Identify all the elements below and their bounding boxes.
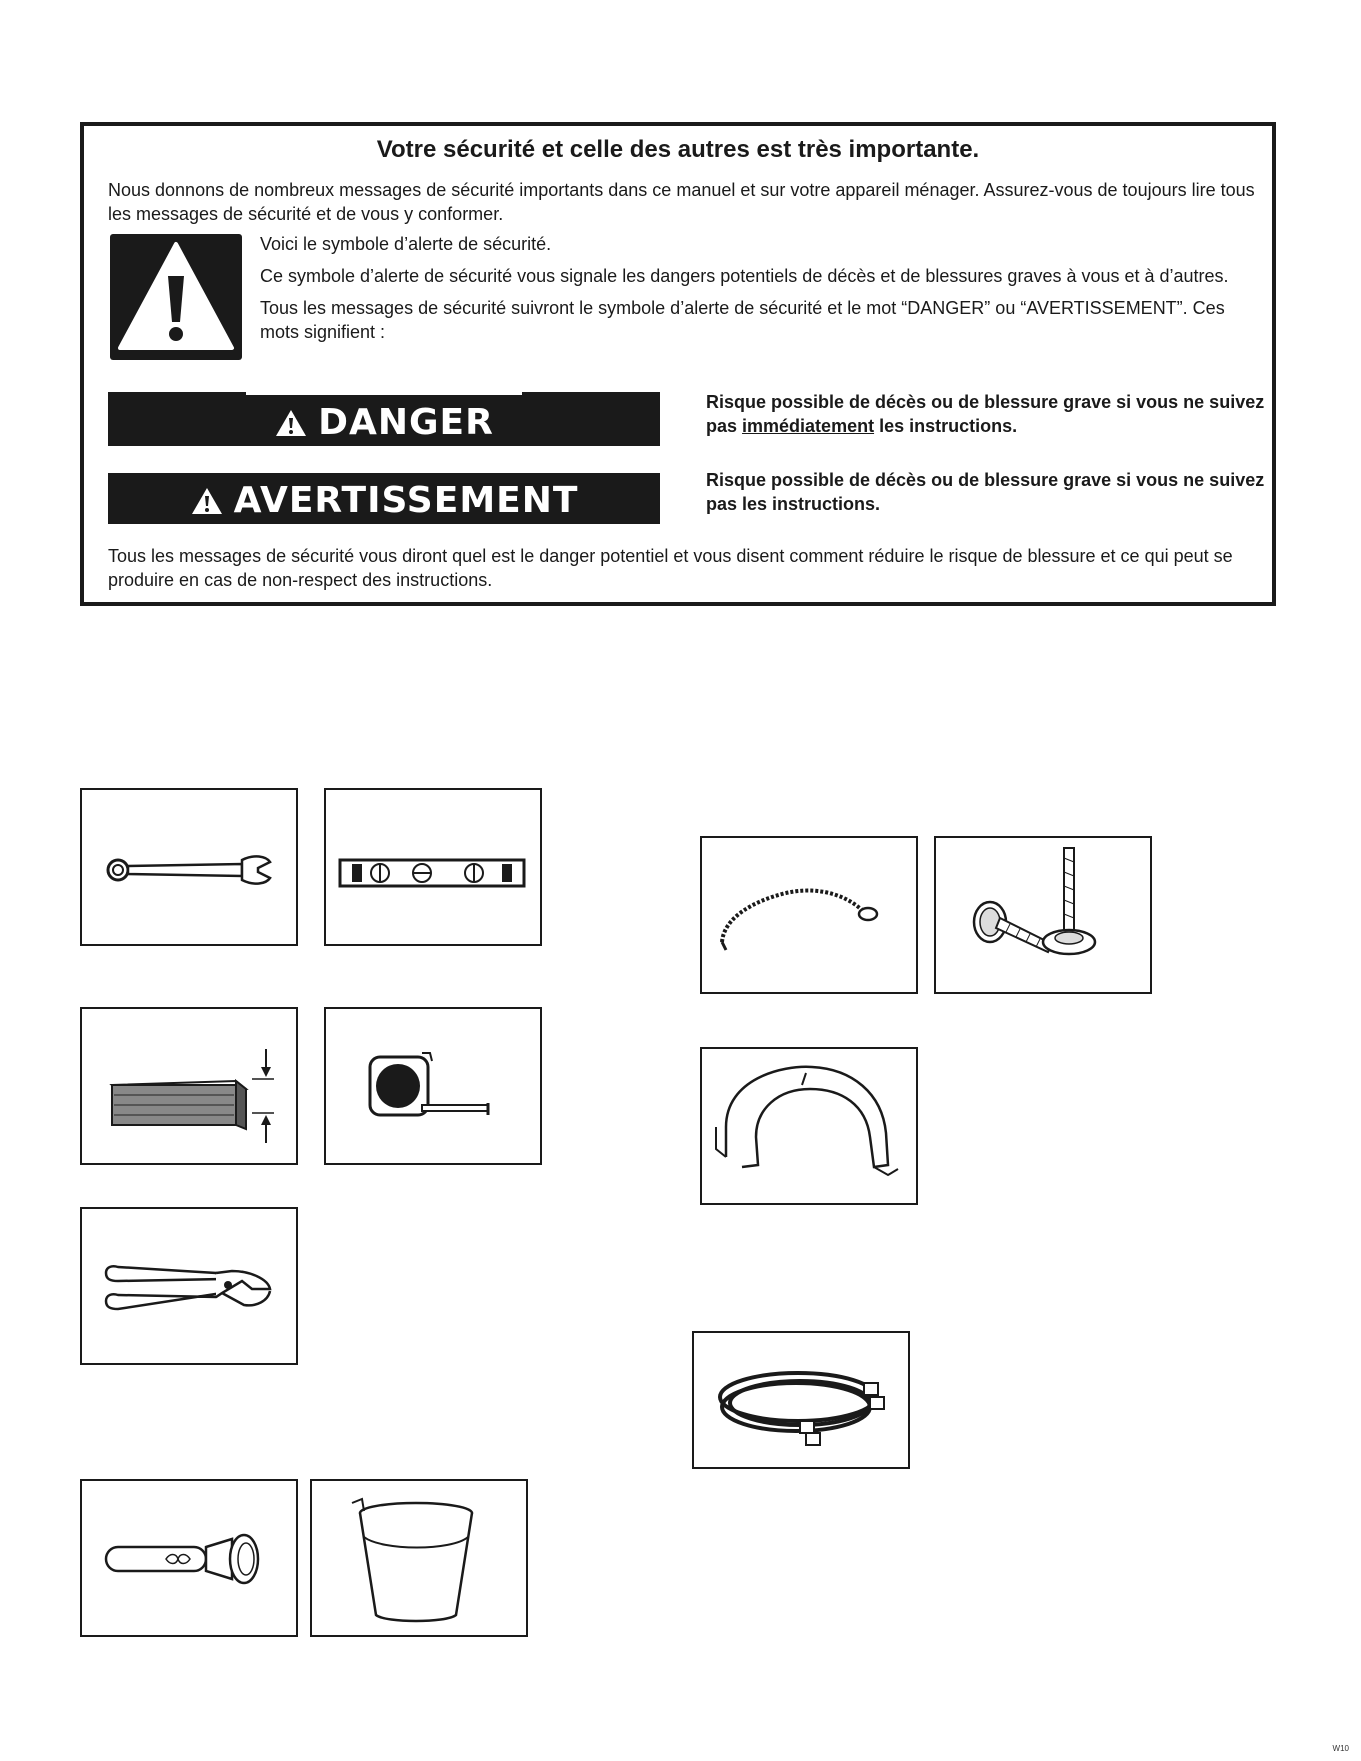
warning-word: AVERTISSEMENT	[233, 480, 579, 521]
warning-alert-icon	[190, 486, 224, 516]
inlet-hoses-icon	[694, 1333, 908, 1467]
pliers-icon	[82, 1209, 296, 1363]
leveling-feet-icon	[936, 838, 1150, 992]
bucket-icon	[312, 1481, 526, 1635]
page-marker: W10	[1332, 1744, 1349, 1753]
danger-word: DANGER	[318, 402, 494, 443]
wrench-icon	[82, 790, 296, 944]
symbol-line-3: Tous les messages de sécurité suivront le symbole d’alerte de sécurité et le mot “DANGER” ou “AVERTISSEMENT”. Ces mots signifient :	[260, 298, 1225, 342]
tape-measure-icon	[326, 1009, 540, 1163]
tool-flashlight	[80, 1479, 298, 1637]
part-leveling-feet	[934, 836, 1152, 994]
part-drain-hose-form	[700, 1047, 918, 1205]
tool-tape-measure	[324, 1007, 542, 1165]
safety-title: Votre sécurité et celle des autres est très importante.	[376, 136, 980, 163]
drain-hose-form-icon	[702, 1049, 916, 1203]
warning-triangle-icon	[110, 234, 242, 360]
safety-intro: Nous donnons de nombreux messages de sécurité importants dans ce manuel et sur votre appareil ménager. Assurez-vous de toujours lire tous les messages de sécurité et de vous y conformer.	[108, 180, 1255, 224]
tool-bucket	[310, 1479, 528, 1637]
danger-banner	[108, 392, 660, 446]
symbol-line-1: Voici le symbole d’alerte de sécurité.	[260, 234, 552, 254]
part-inlet-hoses	[692, 1331, 910, 1469]
part-cable-tie	[700, 836, 918, 994]
warning-banner	[108, 470, 660, 524]
tool-level	[324, 788, 542, 946]
flashlight-icon	[82, 1481, 296, 1635]
warning-description: Risque possible de décès ou de blessure grave si vous ne suivez pas les instructions.	[706, 470, 1265, 514]
cable-tie-icon	[702, 838, 916, 992]
danger-alert-icon	[274, 408, 308, 438]
danger-description: Risque possible de décès ou de blessure grave si vous ne suivez pas immédiatement les instructions.	[706, 392, 1265, 436]
tool-wrench	[80, 788, 298, 946]
symbol-explanation	[260, 232, 1240, 352]
symbol-line-2: Ce symbole d’alerte de sécurité vous signale les dangers potentiels de décès et de blessures graves à vous et à d’autres.	[260, 266, 1229, 286]
safety-alert-symbol	[110, 234, 242, 360]
tool-wood-block	[80, 1007, 298, 1165]
tool-pliers	[80, 1207, 298, 1365]
safety-outro: Tous les messages de sécurité vous diront quel est le danger potentiel et vous disent comment réduire le risque de blessure et ce qui peut se produire en cas de non-respect des instructions.	[108, 546, 1233, 590]
level-icon	[326, 790, 540, 944]
wood-block-icon	[82, 1009, 296, 1163]
safety-box	[80, 122, 1276, 606]
